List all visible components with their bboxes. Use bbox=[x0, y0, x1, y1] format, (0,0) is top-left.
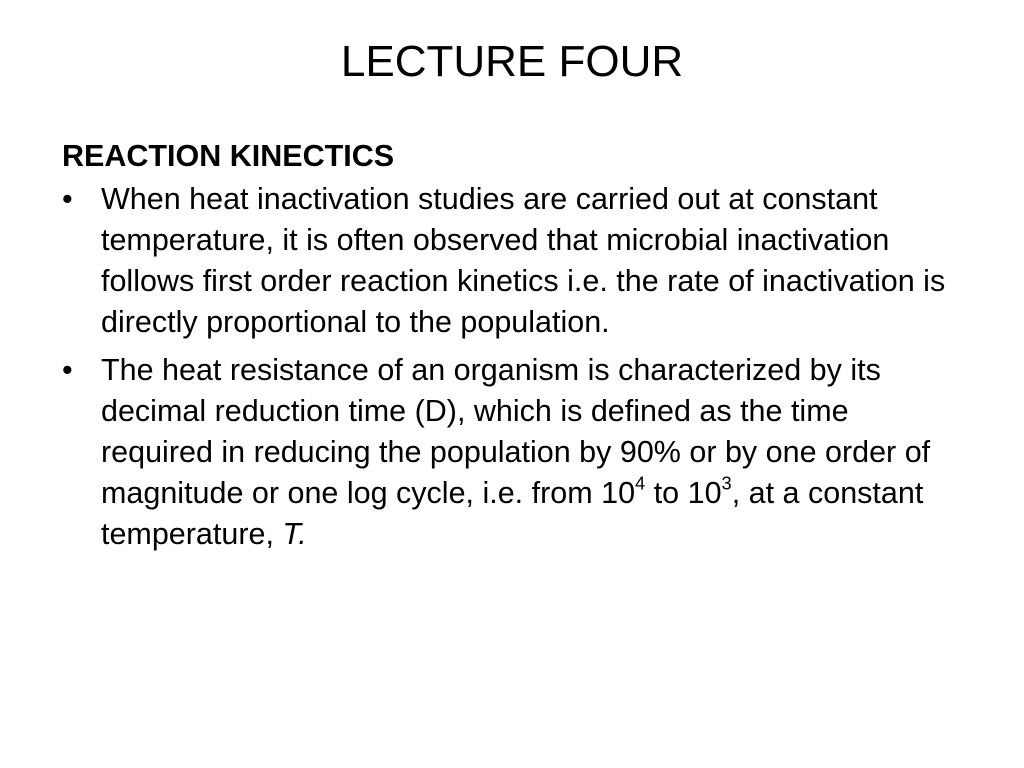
exponent-3: 3 bbox=[721, 472, 732, 494]
temperature-symbol: T. bbox=[282, 517, 307, 551]
bullet-text-2-part-c: , at a constant temperature, bbox=[101, 476, 924, 551]
bullet-list bbox=[62, 179, 962, 555]
slide-title: LECTURE FOUR bbox=[340, 37, 684, 86]
bullet-text-2 bbox=[101, 353, 930, 551]
slide-body bbox=[62, 136, 962, 562]
bullet-icon: • bbox=[62, 182, 73, 216]
bullet-item-2 bbox=[62, 350, 962, 555]
bullet-text-1: When heat inactivation studies are carried out at constant temperature, it is often observed that microbial inactivation follows first order reaction kinetics i.e. the rate of inactivation is directly proportional to the population. bbox=[101, 182, 946, 339]
bullet-text-2-part-a: The heat resistance of an organism is characterized by its decimal reduction time (D), which is defined as the time required in reducing the population by 90% or by one order of magnitude or one log cycle, i.e. from 10 bbox=[101, 353, 931, 510]
exponent-4: 4 bbox=[635, 472, 646, 494]
bullet-item-1 bbox=[62, 179, 962, 343]
bullet-icon: • bbox=[62, 353, 73, 387]
section-heading: REACTION KINECTICS bbox=[62, 139, 395, 173]
bullet-text-2-part-b: to 10 bbox=[645, 476, 722, 510]
